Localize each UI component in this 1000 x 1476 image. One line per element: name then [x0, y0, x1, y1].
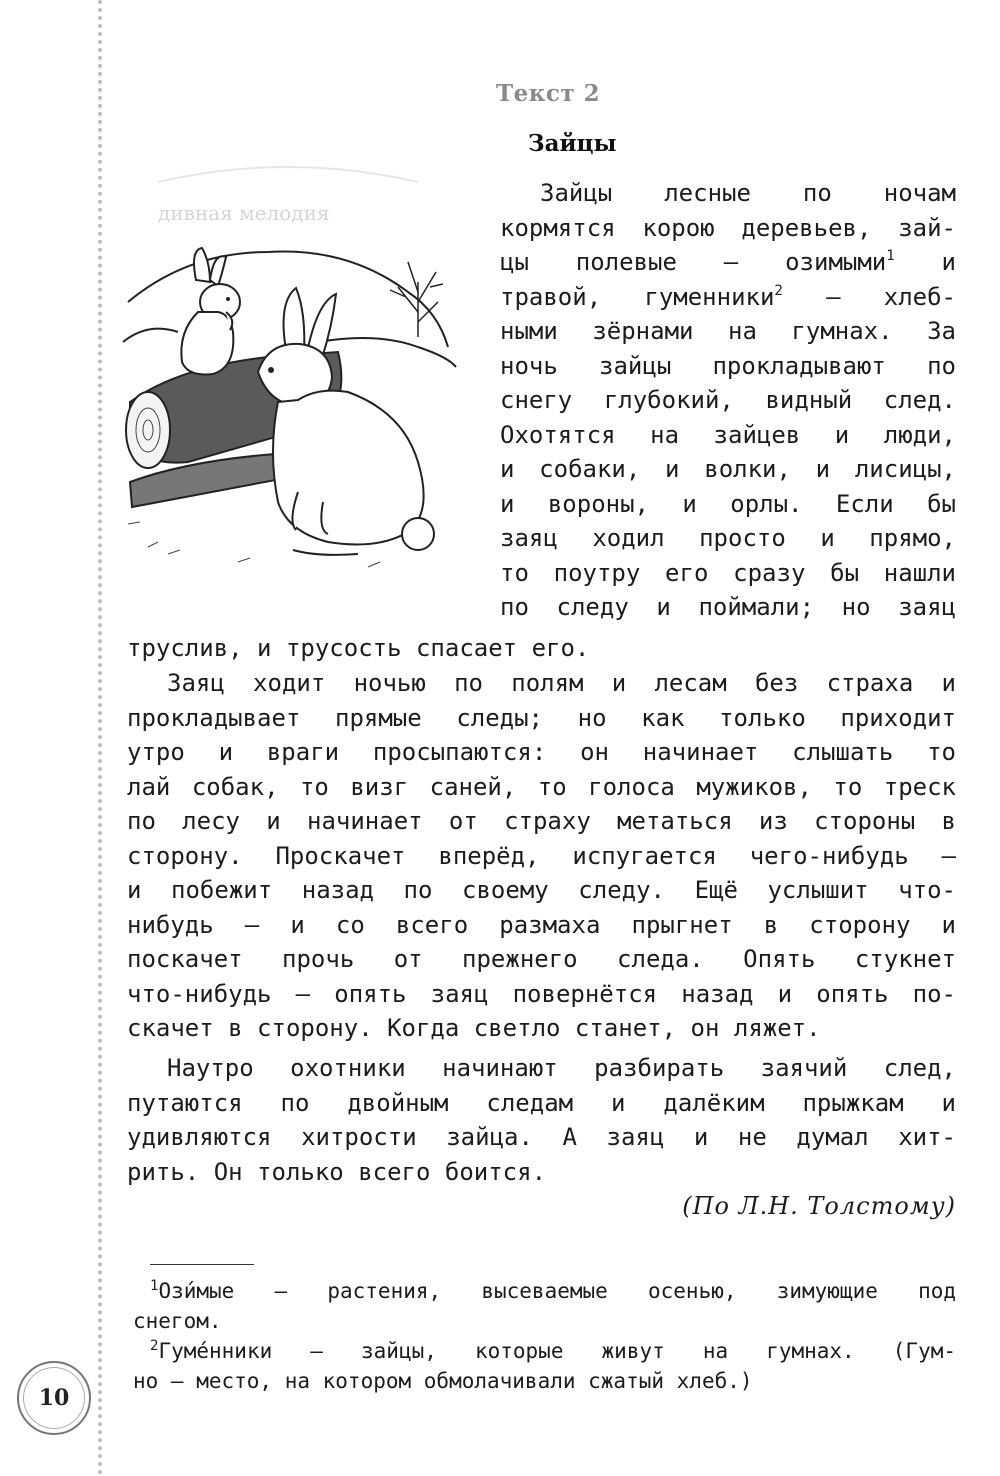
text-line: и собаки, и волки, и лисицы, [500, 455, 956, 483]
text-line: то поутру его сразу бы нашли [500, 558, 956, 587]
text-line: ночь зайцы прокладывают по [500, 351, 956, 380]
text-line: скачет в сторону. Когда светло станет, он ляжет. [127, 1014, 821, 1042]
text-line: Зайцы лесные по ночам [540, 179, 956, 207]
footnote-mark-1[interactable]: 1 [886, 248, 895, 264]
footnote-2-text: Гуме́нники — зайцы, которые живут на гумнах. (Гум- [158, 1339, 956, 1363]
text-line [500, 245, 956, 280]
text-line: по лесу и начинает от страху метаться из стороны в [127, 807, 956, 835]
text-line: утро и враги просыпаются: он начинает слышать то [127, 738, 956, 766]
hares-illustration-icon [118, 162, 463, 582]
text-line: нибудь — и со всего размаха прыгнет в сторону и [127, 910, 956, 939]
text-line: Наутро охотники начинают разбирать заячий след, [167, 1054, 956, 1082]
faded-caption: дивная мелодия [158, 201, 330, 225]
text-line: Заяц ходит ночью по полям и лесам без страха и [167, 669, 956, 697]
paragraph-2 [127, 666, 956, 1046]
paragraph-3 [127, 1051, 956, 1189]
text-line-part: цы полевые — озимыми [500, 248, 887, 276]
text-line-part: и [894, 248, 957, 276]
footnote-2-line [133, 1336, 956, 1366]
dotted-margin-line [98, 0, 102, 1476]
text-line: заяц ходил просто и прямо, [500, 524, 956, 552]
text-line: Охотятся на зайцев и люди, [500, 420, 956, 449]
text-line-part: — хлеб- [782, 282, 957, 311]
footnote-2-line: но — место, на котором обмолачивали сжатый хлеб.) [133, 1369, 753, 1393]
author-attribution: (По Л.Н. Толстому) [682, 1192, 956, 1220]
text-line: путаются по двойным следам и далёким прыжкам и [127, 1088, 956, 1117]
paragraph-1-column [500, 176, 956, 625]
paragraph-1-end [127, 631, 956, 666]
text-line: что-нибудь — опять заяц повернётся назад и опять по- [127, 979, 956, 1008]
footnote-1-number: 1 [150, 1278, 159, 1294]
footnote-divider [150, 1264, 254, 1265]
text-line [500, 280, 956, 315]
text-line: снегу глубокий, видный след. [500, 386, 956, 414]
page-number [17, 1361, 91, 1435]
text-line: поскачет прочь от прежнего следа. Опять стукнет [127, 945, 956, 973]
footnote-1-line: снегом. [133, 1309, 222, 1333]
text-line: лай собак, то визг саней, то голоса мужиков, то треск [127, 772, 956, 801]
text-line: труслив, и трусость спасает его. [127, 634, 590, 662]
footnote-mark-2[interactable]: 2 [774, 282, 783, 299]
footnote-1-line [133, 1276, 956, 1306]
text-label: Текст 2 [496, 80, 601, 107]
text-line: удивляются хитрости зайца. А заяц и не думал хит- [127, 1123, 956, 1151]
text-title: Зайцы [528, 130, 617, 157]
text-line: кормятся корою деревьев, зай- [500, 213, 956, 242]
text-line: ными зёрнами на гумнах. За [500, 317, 956, 345]
footnotes [133, 1276, 956, 1396]
footnote-2-number: 2 [150, 1338, 159, 1354]
text-line: прокладывает прямые следы; но как только приходит [127, 703, 956, 732]
footnote-1-text: Ози́мые — растения, высеваемые осенью, зимующие под [158, 1279, 956, 1303]
text-line: рить. Он только всего боится. [127, 1157, 547, 1186]
text-line: и побежит назад по своему следу. Ещё услышит что- [127, 876, 956, 904]
text-line: и вороны, и орлы. Если бы [500, 489, 956, 518]
text-line: сторону. Проскачет вперёд, испугается чего-нибудь — [127, 841, 956, 870]
page-number-value: 10 [38, 1385, 70, 1411]
text-line: по следу и поймали; но заяц [500, 593, 956, 621]
text-line-part: травой, гуменники [500, 282, 775, 311]
